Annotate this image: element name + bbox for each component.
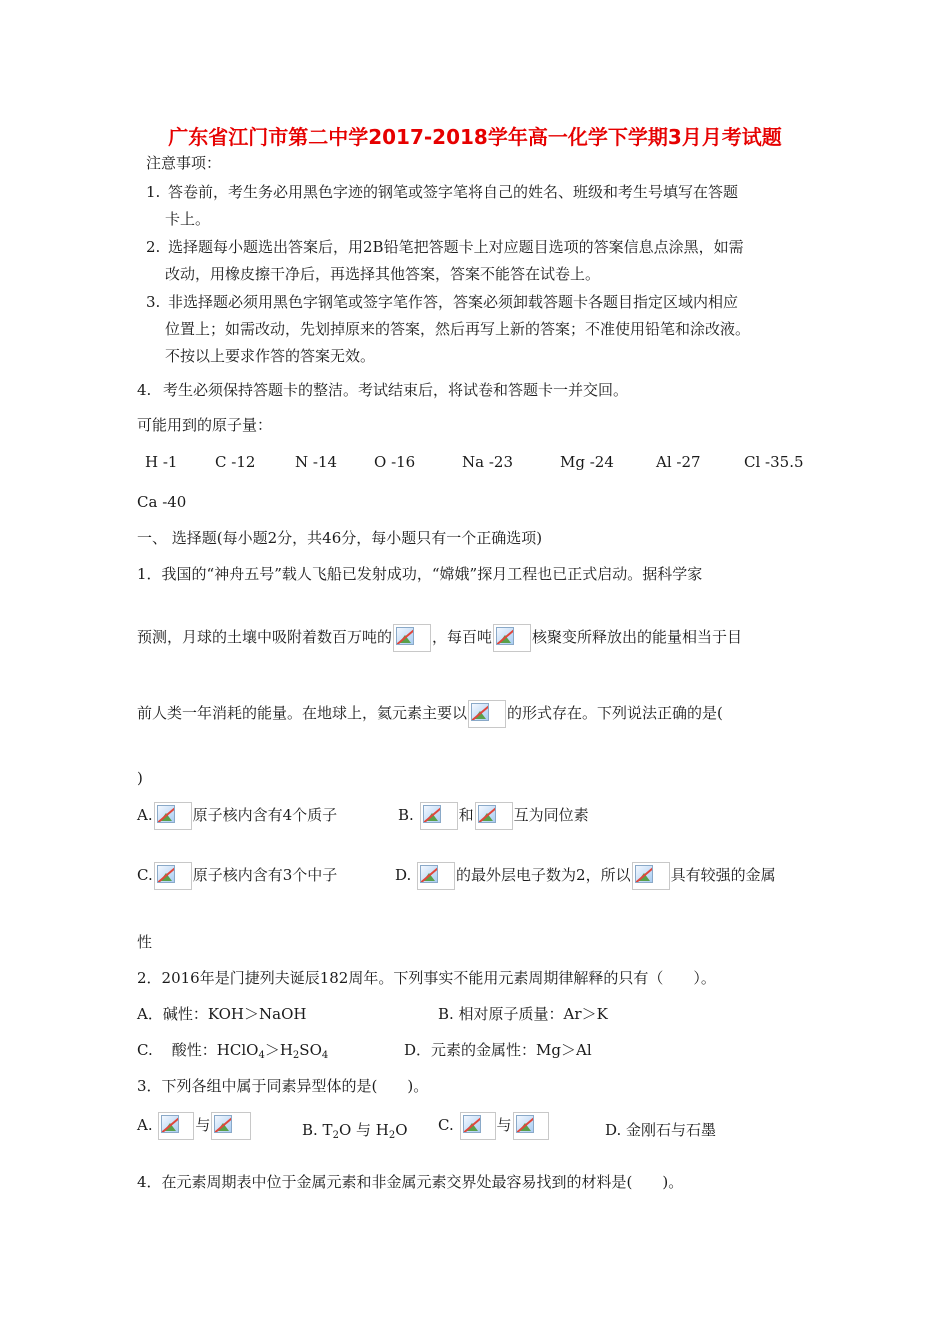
- question-4-stem: 4．在元素周期表中位于金属元素和非金属元素交界处最容易找到的材料是( )。: [137, 1173, 684, 1191]
- option-text: O 与 H: [338, 1121, 389, 1139]
- option-a: [137, 1110, 252, 1140]
- notice-item-text: 改动，用橡皮擦干净后，再选择其他答案，答案不能答在试卷上。: [165, 265, 601, 283]
- question-stem: 1．我国的“神舟五号”载人飞船已发射成功，“嫦娥”探月工程也已正式启动。据科学家: [137, 565, 703, 583]
- atomic-mass-value: Cl -35.5: [744, 453, 804, 471]
- notice-item-text: 非选择题必须用黑色字钢笔或签字笔作答，答案必须卸载答题卡各题目指定区域内相应: [168, 293, 739, 311]
- option-d: D. 金刚石与石墨: [605, 1121, 717, 1139]
- broken-image-icon: [493, 624, 531, 652]
- section-heading: 一、 选择题(每小题2分，共46分，每小题只有一个正确选项): [137, 529, 543, 547]
- option-c: [137, 1040, 328, 1066]
- notice-item-number: 1.: [146, 183, 161, 201]
- option-text: 原子核内含有4个质子: [192, 806, 338, 824]
- option-label: D.: [395, 866, 412, 884]
- option-text: B. T: [302, 1121, 333, 1139]
- option-text: 互为同位素: [513, 806, 589, 824]
- broken-image-icon: [468, 700, 506, 728]
- subscript: 4: [321, 1050, 329, 1061]
- notice-heading: 注意事项：: [146, 154, 222, 172]
- option-text: 与: [195, 1116, 211, 1134]
- notice-item-text: 考生必须保持答题卡的整洁。考试结束后，将试卷和答题卡一并交回。: [163, 381, 629, 399]
- notice-item-number: 4.: [137, 381, 152, 399]
- atomic-mass-heading: 可能用到的原子量：: [137, 416, 273, 434]
- notice-item-text: 位置上；如需改动，先划掉原来的答案，然后再写上新的答案；不准使用铅笔和涂改液。: [165, 320, 751, 338]
- option-b: [302, 1120, 408, 1146]
- broken-image-icon: [632, 862, 670, 890]
- notice-item-text: 不按以上要求作答的答案无效。: [165, 347, 376, 365]
- option-text: 与: [496, 1116, 512, 1134]
- option-a: [137, 800, 337, 830]
- broken-image-icon: [460, 1112, 496, 1140]
- notice-item-number: 2.: [146, 238, 161, 256]
- broken-image-icon: [154, 862, 192, 890]
- option-c: [137, 860, 337, 890]
- atomic-mass-value: Na -23: [462, 453, 513, 471]
- option-text: 的最外层电子数为2，所以: [456, 866, 631, 884]
- atomic-mass-value: N -14: [295, 453, 338, 471]
- broken-image-icon: [393, 624, 431, 652]
- option-a: A．碱性：KOH＞NaOH: [137, 1005, 307, 1023]
- option-text: 性: [137, 933, 153, 951]
- broken-image-icon: [417, 862, 455, 890]
- notice-item-text: 选择题每小题选出答案后，用2B铅笔把答题卡上对应题目选项的答案信息点涂黑，如需: [168, 238, 744, 256]
- option-label: C.: [137, 866, 153, 884]
- question-text: ): [137, 769, 143, 787]
- notice-item-text: 答卷前，考生务必用黑色字迹的钢笔或签字笔将自己的姓名、班级和考生号填写在答题: [168, 183, 739, 201]
- page-title: 广东省江门市第二中学2017-2018学年高一化学下学期3月月考试题: [168, 125, 782, 149]
- question-text: 核聚变所释放出的能量相当于目: [532, 628, 743, 646]
- question-text: 预测，月球的土壤中吸附着数百万吨的: [137, 628, 393, 646]
- question-text: 的形式存在。下列说法正确的是(: [507, 704, 723, 722]
- atomic-mass-value: O -16: [374, 453, 416, 471]
- option-d: D．元素的金属性：Mg＞Al: [404, 1041, 592, 1059]
- option-label: A.: [137, 806, 153, 824]
- subscript: 2: [332, 1130, 339, 1141]
- broken-image-icon: [154, 802, 192, 830]
- option-label: C.: [137, 1041, 153, 1059]
- question-stem-line: [137, 622, 742, 652]
- broken-image-icon: [513, 1112, 549, 1140]
- question-text: 前人类一年消耗的能量。在地球上，氦元素主要以: [137, 704, 468, 722]
- atomic-mass-value: H -1: [145, 453, 178, 471]
- atomic-mass-value: Mg -24: [560, 453, 614, 471]
- question-stem: 2．2016年是门捷列夫诞辰182周年。下列事实不能用元素周期律解释的只有（ ）。: [137, 969, 716, 987]
- option-b: B. 相对原子质量：Ar＞K: [438, 1005, 608, 1023]
- option-b: [398, 800, 589, 830]
- broken-image-icon: [158, 1112, 194, 1140]
- option-label: C.: [438, 1116, 454, 1134]
- subscript: 2: [388, 1130, 396, 1141]
- option-text: SO: [299, 1041, 322, 1059]
- option-text: 酸性：HClO: [171, 1041, 259, 1059]
- notice-item-number: 3.: [146, 293, 161, 311]
- option-text: 原子核内含有3个中子: [192, 866, 338, 884]
- broken-image-icon: [211, 1112, 251, 1140]
- subscript: 4: [258, 1050, 265, 1061]
- atomic-mass-value: C -12: [215, 453, 256, 471]
- question-text: ，每百吨: [432, 628, 493, 646]
- notice-item-text: 卡上。: [165, 210, 211, 228]
- atomic-mass-value: Al -27: [656, 453, 701, 471]
- question-stem-line: [137, 698, 723, 728]
- atomic-mass-value: Ca -40: [137, 493, 187, 511]
- broken-image-icon: [475, 802, 513, 830]
- option-label: B.: [398, 806, 414, 824]
- option-c: [438, 1110, 550, 1140]
- option-d: [395, 860, 776, 890]
- option-label: A.: [137, 1116, 153, 1134]
- option-text: ＞H: [264, 1041, 293, 1059]
- option-text: O: [395, 1121, 408, 1139]
- subscript: 2: [292, 1050, 300, 1061]
- broken-image-icon: [420, 802, 458, 830]
- option-text: 具有较强的金属: [670, 866, 776, 884]
- option-text: 和: [458, 806, 474, 824]
- question-stem: 3．下列各组中属于同素异型体的是( )。: [137, 1077, 429, 1095]
